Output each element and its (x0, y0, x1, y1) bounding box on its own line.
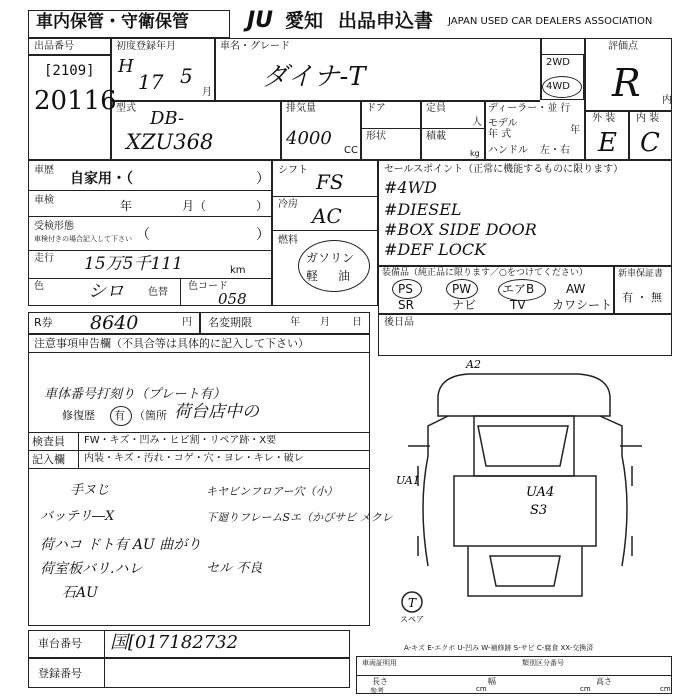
equip-pw: PW (452, 282, 472, 296)
storage-title: 車内保管・守衛保管 (36, 12, 189, 32)
recycle-unit: 円 (182, 317, 192, 328)
ac-value: AC (312, 204, 342, 228)
model-label: 型式 (116, 103, 136, 114)
repair-part: 荷台店中の (174, 402, 259, 422)
check-row-2: 内装・キズ・汚れ・コゲ・穴・ヨレ・キレ・破レ (84, 453, 304, 464)
chassis-label: 車台番号 (38, 637, 82, 650)
int-value: C (640, 128, 660, 158)
history-label: 車歴 (34, 165, 54, 176)
equipment-label: 装備品（純正品に限ります／○をつけてください） (382, 268, 588, 278)
car-diagram (378, 356, 672, 626)
shape-label: 形状 (366, 131, 386, 142)
fuel-oil: 油 (338, 269, 351, 283)
diagram-bed (454, 476, 596, 546)
shift-value: FS (316, 170, 344, 194)
diagram-ua1: UA1 (396, 474, 420, 487)
handle-label: ハンドル (488, 145, 528, 156)
equip-navi: ナビ (452, 298, 477, 312)
sales-points-label: セールスポイント（正常に機能するものに限ります） (384, 164, 624, 175)
sales-point-1: #4WD (384, 178, 437, 197)
inspector-note-1: キヤビンフロアー穴（小） (206, 485, 338, 498)
drive-4wd: 4WD (546, 81, 570, 92)
drive-2wd: 2WD (546, 57, 570, 68)
history-value: 自家用・（ (70, 171, 133, 187)
fuel-label: 燃料 (278, 235, 298, 246)
year-unit: 年 (570, 125, 580, 136)
diagram-cabin (474, 416, 574, 476)
warranty-options: 有 ・ 無 (622, 291, 662, 304)
equip-ps: PS (398, 282, 413, 296)
equip-sr: SR (398, 298, 414, 312)
dims-cm-1: cm (476, 685, 487, 693)
left-mid-grid (28, 160, 272, 306)
after-items-label: 後日品 (384, 317, 414, 328)
dealer-label: ディーラー・並 行 (488, 103, 571, 114)
fuel-gas: ガソリン (306, 251, 355, 265)
check-row-1: FW・キズ・凹み・ヒビ割・リペア跡・X要 (84, 435, 277, 446)
inspector-note-8: 手ヌじ (70, 483, 110, 498)
shaken-label: 車検 (34, 195, 54, 206)
name-change-m: 月 (320, 317, 330, 328)
inspector-label: 検査員 (32, 435, 65, 448)
name-change-d: 日 (352, 317, 362, 328)
displacement-value: 4000 (286, 128, 332, 149)
lot-bracket: [2109] (44, 63, 95, 79)
recycle-label: R券 (34, 316, 53, 329)
chassis-value: 国[017182732 (110, 632, 239, 653)
doc-title: 出品申込書 (338, 10, 434, 32)
circle-pw (446, 279, 478, 299)
legal-label: 受検形態 (34, 221, 74, 232)
inspector-note-2: 下廻りフレームSエ（かびサビ メクレ (206, 511, 393, 524)
entry-label: 記入欄 (32, 453, 65, 466)
drive-4wd-circle (542, 76, 582, 98)
diagram-a2: A2 (466, 358, 481, 371)
height-label: 高さ (596, 677, 612, 686)
handle-lr: 左・右 (540, 145, 570, 156)
shaken-close: ） (256, 199, 269, 213)
capacity-unit: 人 (472, 117, 482, 128)
sales-point-4: #DEF LOCK (384, 240, 487, 259)
load-unit: kg (470, 149, 480, 158)
color-code-label: 色コード (188, 281, 228, 292)
color-value: シロ (88, 281, 124, 302)
reg-era: H (118, 56, 134, 77)
reg-year: 17 (138, 70, 164, 94)
reg-month: 5 (180, 64, 193, 88)
door-label: ドア (366, 103, 386, 114)
equip-tv: TV (510, 298, 526, 312)
repair-circle (110, 406, 132, 426)
model-year-label: モデル (488, 118, 518, 129)
ac-label: 冷房 (278, 199, 298, 210)
year-label: 年 式 (488, 129, 512, 140)
name-change-y: 年 (290, 317, 300, 328)
repair-value: 有 (114, 409, 125, 422)
shift-label: シフト (278, 165, 308, 176)
mileage-unit: km (230, 265, 246, 276)
width-label: 幅 (488, 677, 496, 686)
mileage-value: 15万5千111 (84, 254, 183, 274)
length-label: 長さ (372, 677, 388, 686)
int2-label: 内 装 (636, 113, 660, 124)
cert-label: 車両証明用 (362, 659, 397, 667)
circle-airbag (498, 279, 546, 301)
shaken-month: 月（ (182, 199, 207, 213)
reg-month-unit: 月 (202, 87, 212, 98)
car-name: ダイナ-T (262, 62, 366, 92)
inspector-note-3: 荷ハコ ドト有 AU 曲がり (40, 537, 202, 553)
repair-label: 修復歴 (62, 409, 95, 422)
notice-box (28, 334, 370, 626)
mileage-label: 走行 (34, 253, 54, 264)
diagram-center-1: UA4 (526, 485, 555, 500)
equip-aw: AW (566, 282, 586, 296)
model-code: XZU368 (126, 130, 214, 154)
capacity-label: 定員 (426, 103, 446, 114)
fuel-diesel-circle (298, 240, 370, 292)
shaken-year: 年 (120, 199, 133, 213)
spare-label: スペア (400, 615, 424, 624)
ext-label: 外 装 (592, 113, 616, 124)
class-label: 類別区分番号 (522, 659, 564, 667)
dims-cm-2: cm (580, 685, 591, 693)
diagram-center-2: S3 (530, 503, 548, 518)
notice-label: 注意事項申告欄（不具合等は具体的に記入して下さい） (34, 337, 309, 350)
diagram-front (438, 374, 610, 416)
note-line-1: 車体番号打刻り（プレート有） (44, 387, 226, 402)
name-change-label: 名変期限 (208, 316, 252, 329)
displacement-unit: CC (344, 145, 358, 156)
sales-point-2: #DIESEL (384, 200, 462, 219)
registration-label: 登録番号 (38, 667, 82, 680)
equip-airbag: エアB (502, 282, 535, 296)
history-close: ） (256, 171, 270, 187)
fuel-kei: 軽 (306, 269, 319, 283)
brand-name: 愛知 (285, 10, 324, 32)
ext-value: E (598, 128, 617, 158)
repair-part-label: （箇所 (134, 409, 167, 422)
load-label: 積載 (426, 131, 446, 142)
sales-point-3: #BOX SIDE DOOR (384, 220, 537, 239)
ju-logo: JU (247, 8, 274, 33)
circle-ps (392, 279, 422, 299)
diagram-legend: A-キズ E-エクボ U-凹み W-補修跡 S-サビ C-腐食 XX-交換済 (404, 644, 594, 652)
legal-note: 車検付きの場合記入して下さい (34, 235, 132, 243)
warranty-label: 新車保証書 (618, 269, 664, 279)
grade-int-label: 内 (662, 95, 672, 106)
legal-open: （ (136, 227, 150, 243)
legal-close: ） (256, 227, 270, 243)
color-label: 色 (34, 281, 44, 292)
inspector-note-4: 荷室板バリ.ハレ (40, 561, 143, 577)
color-code-value: 058 (218, 290, 247, 308)
grade-value: R (612, 61, 641, 105)
dims-note: 参考 (370, 687, 384, 695)
inspector-note-7: バッテリ―X (40, 509, 115, 524)
association-name: JAPAN USED CAR DEALERS ASSOCIATION (448, 16, 653, 27)
displacement-label: 排気量 (286, 103, 316, 114)
after-items-box (378, 314, 672, 356)
inspector-note-5: 石AU (62, 585, 98, 601)
inspector-note-6: セル 不良 (206, 561, 263, 576)
dims-cm-3: cm (660, 685, 671, 693)
spare-mark: T (408, 596, 417, 610)
lot-number: 20116 (34, 86, 117, 116)
equip-leather: カワシート (552, 298, 613, 312)
reg-label: 初度登録年月 (116, 41, 176, 52)
color-change-label: 色替 (148, 287, 168, 298)
grade-label: 評価点 (608, 41, 638, 52)
lot-label: 出品番号 (34, 41, 74, 52)
model-prefix: DB- (150, 108, 185, 129)
recycle-value: 8640 (90, 312, 139, 334)
name-label: 車名・グレード (220, 41, 290, 52)
